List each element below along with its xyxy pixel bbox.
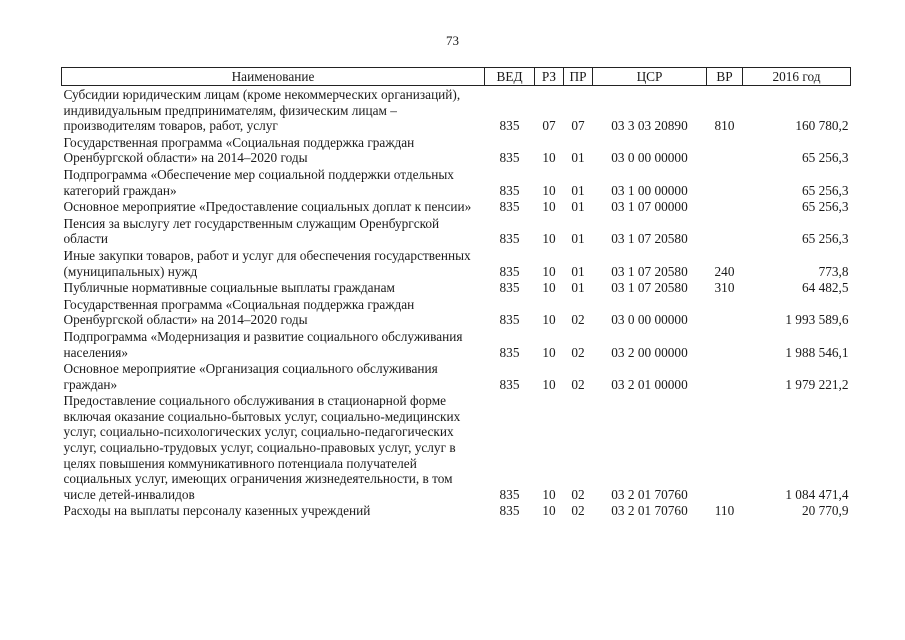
row-vr: [707, 392, 743, 502]
row-amount: 160 780,2: [795, 118, 849, 134]
table-row: [62, 392, 851, 502]
row-rz: 10: [542, 312, 556, 328]
row-rz: 10: [542, 199, 556, 215]
row-amount: 1 084 471,4: [785, 486, 849, 502]
row-amount: 64 482,5: [801, 280, 849, 296]
page-number: 73: [446, 33, 459, 48]
table-row: [62, 86, 851, 134]
row-rz: 10: [542, 486, 556, 502]
row-ved: 835: [499, 150, 520, 166]
row-rz: 10: [542, 182, 556, 198]
table-row: [62, 328, 851, 360]
row-amount: 1 988 546,1: [785, 344, 849, 360]
row-csr: 03 1 07 20580: [611, 231, 688, 247]
row-name: Предоставление социального обслуживания в стационарной форме включая оказание социально-бытовых услуг, социально-медицинских услуг, социально-психологических услуг, социально-педагогических услуг, социально-трудовых услуг, социально-правовых услуг, услуг в целях повышения коммуникативного потенциала получателей социальных услуг, имеющих ограничения жизнедеятельности, в том числе детей-инвалидов: [63, 393, 461, 502]
row-amount: 65 256,3: [801, 150, 849, 166]
row-name: Субсидии юридическим лицам (кроме некоммерческих организаций), индивидуальным предпринимателям, физическим лицам – производителям товаров, работ, услуг: [63, 87, 461, 134]
row-rz: 10: [542, 263, 556, 279]
row-ved: 835: [499, 344, 520, 360]
row-name: Иные закупки товаров, работ и услуг для обеспечения государственных (муниципальных) нужд: [63, 247, 471, 279]
row-csr: 03 1 07 00000: [611, 199, 688, 215]
header-year: 2016 год: [743, 68, 851, 86]
table-row: [62, 198, 851, 215]
row-rz: 10: [542, 231, 556, 247]
row-vr: [707, 215, 743, 247]
table-row: [62, 296, 851, 328]
row-vr: 310: [714, 280, 735, 296]
row-amount: 773,8: [818, 263, 849, 279]
row-rz: 10: [542, 150, 556, 166]
row-csr: 03 2 01 00000: [611, 376, 688, 392]
row-amount: 65 256,3: [801, 231, 849, 247]
row-ved: 835: [499, 312, 520, 328]
budget-table: [61, 67, 851, 519]
row-csr: 03 2 00 00000: [611, 344, 688, 360]
row-vr: [707, 296, 743, 328]
row-rz: 10: [542, 280, 556, 296]
row-vr: [707, 134, 743, 166]
row-csr: 03 1 07 20580: [611, 280, 688, 296]
row-pr: 02: [571, 503, 585, 519]
table-header-row: [62, 68, 851, 86]
row-name: Государственная программа «Социальная поддержка граждан Оренбургской области» на 2014–2020 годы: [63, 134, 415, 166]
row-ved: 835: [499, 231, 520, 247]
row-name: Пенсия за выслугу лет государственным служащим Оренбургской области: [63, 215, 440, 247]
row-name: Расходы на выплаты персоналу казенных учреждений: [63, 503, 371, 519]
row-csr: 03 0 00 00000: [611, 150, 688, 166]
row-pr: 07: [571, 118, 585, 134]
row-ved: 835: [499, 486, 520, 502]
row-name: Государственная программа «Социальная поддержка граждан Оренбургской области» на 2014–2020 годы: [63, 296, 415, 328]
table-row: [62, 360, 851, 392]
table-row: [62, 502, 851, 519]
row-name: Публичные нормативные социальные выплаты гражданам: [63, 280, 395, 296]
header-csr: ЦСР: [593, 68, 707, 86]
row-pr: 01: [571, 199, 585, 215]
table-row: [62, 247, 851, 279]
row-pr: 02: [571, 344, 585, 360]
row-name: Основное мероприятие «Организация социального обслуживания граждан»: [63, 361, 438, 392]
row-ved: 835: [499, 280, 520, 296]
row-name: Подпрограмма «Обеспечение мер социальной поддержки отдельных категорий граждан»: [63, 166, 454, 198]
row-pr: 01: [571, 263, 585, 279]
row-csr: 03 2 01 70760: [611, 486, 688, 502]
row-ved: 835: [499, 118, 520, 134]
header-pr: ПР: [564, 68, 593, 86]
row-csr: 03 2 01 70760: [611, 503, 688, 519]
row-amount: 1 979 221,2: [785, 376, 849, 392]
row-pr: 02: [571, 486, 585, 502]
row-ved: 835: [499, 199, 520, 215]
row-vr: [707, 166, 743, 198]
header-name: Наименование: [62, 68, 485, 86]
row-vr: [707, 360, 743, 392]
row-vr: 810: [714, 118, 735, 134]
row-csr: 03 1 07 20580: [611, 263, 688, 279]
row-ved: 835: [499, 182, 520, 198]
row-amount: 65 256,3: [801, 182, 849, 198]
row-csr: 03 0 00 00000: [611, 312, 688, 328]
row-pr: 02: [571, 376, 585, 392]
row-name: Основное мероприятие «Предоставление социальных доплат к пенсии»: [63, 199, 472, 215]
row-csr: 03 3 03 20890: [611, 118, 688, 134]
table-row: [62, 134, 851, 166]
header-rz: РЗ: [535, 68, 564, 86]
row-pr: 01: [571, 280, 585, 296]
row-rz: 10: [542, 344, 556, 360]
row-ved: 835: [499, 376, 520, 392]
table-row: [62, 215, 851, 247]
header-ved: ВЕД: [485, 68, 535, 86]
row-rz: 10: [542, 376, 556, 392]
row-rz: 10: [542, 503, 556, 519]
table-row: [62, 279, 851, 296]
row-vr: 240: [714, 263, 735, 279]
row-ved: 835: [499, 503, 520, 519]
row-rz: 07: [542, 118, 556, 134]
row-vr: [707, 328, 743, 360]
row-amount: 1 993 589,6: [785, 312, 849, 328]
row-amount: 20 770,9: [801, 503, 849, 519]
row-amount: 65 256,3: [801, 199, 849, 215]
row-pr: 01: [571, 150, 585, 166]
table-row: [62, 166, 851, 198]
row-name: Подпрограмма «Модернизация и развитие социального обслуживания населения»: [63, 328, 463, 360]
row-pr: 01: [571, 231, 585, 247]
row-vr: 110: [714, 503, 735, 519]
row-csr: 03 1 00 00000: [611, 182, 688, 198]
row-pr: 01: [571, 182, 585, 198]
header-vr: ВР: [707, 68, 743, 86]
row-pr: 02: [571, 312, 585, 328]
row-ved: 835: [499, 263, 520, 279]
row-vr: [707, 198, 743, 215]
